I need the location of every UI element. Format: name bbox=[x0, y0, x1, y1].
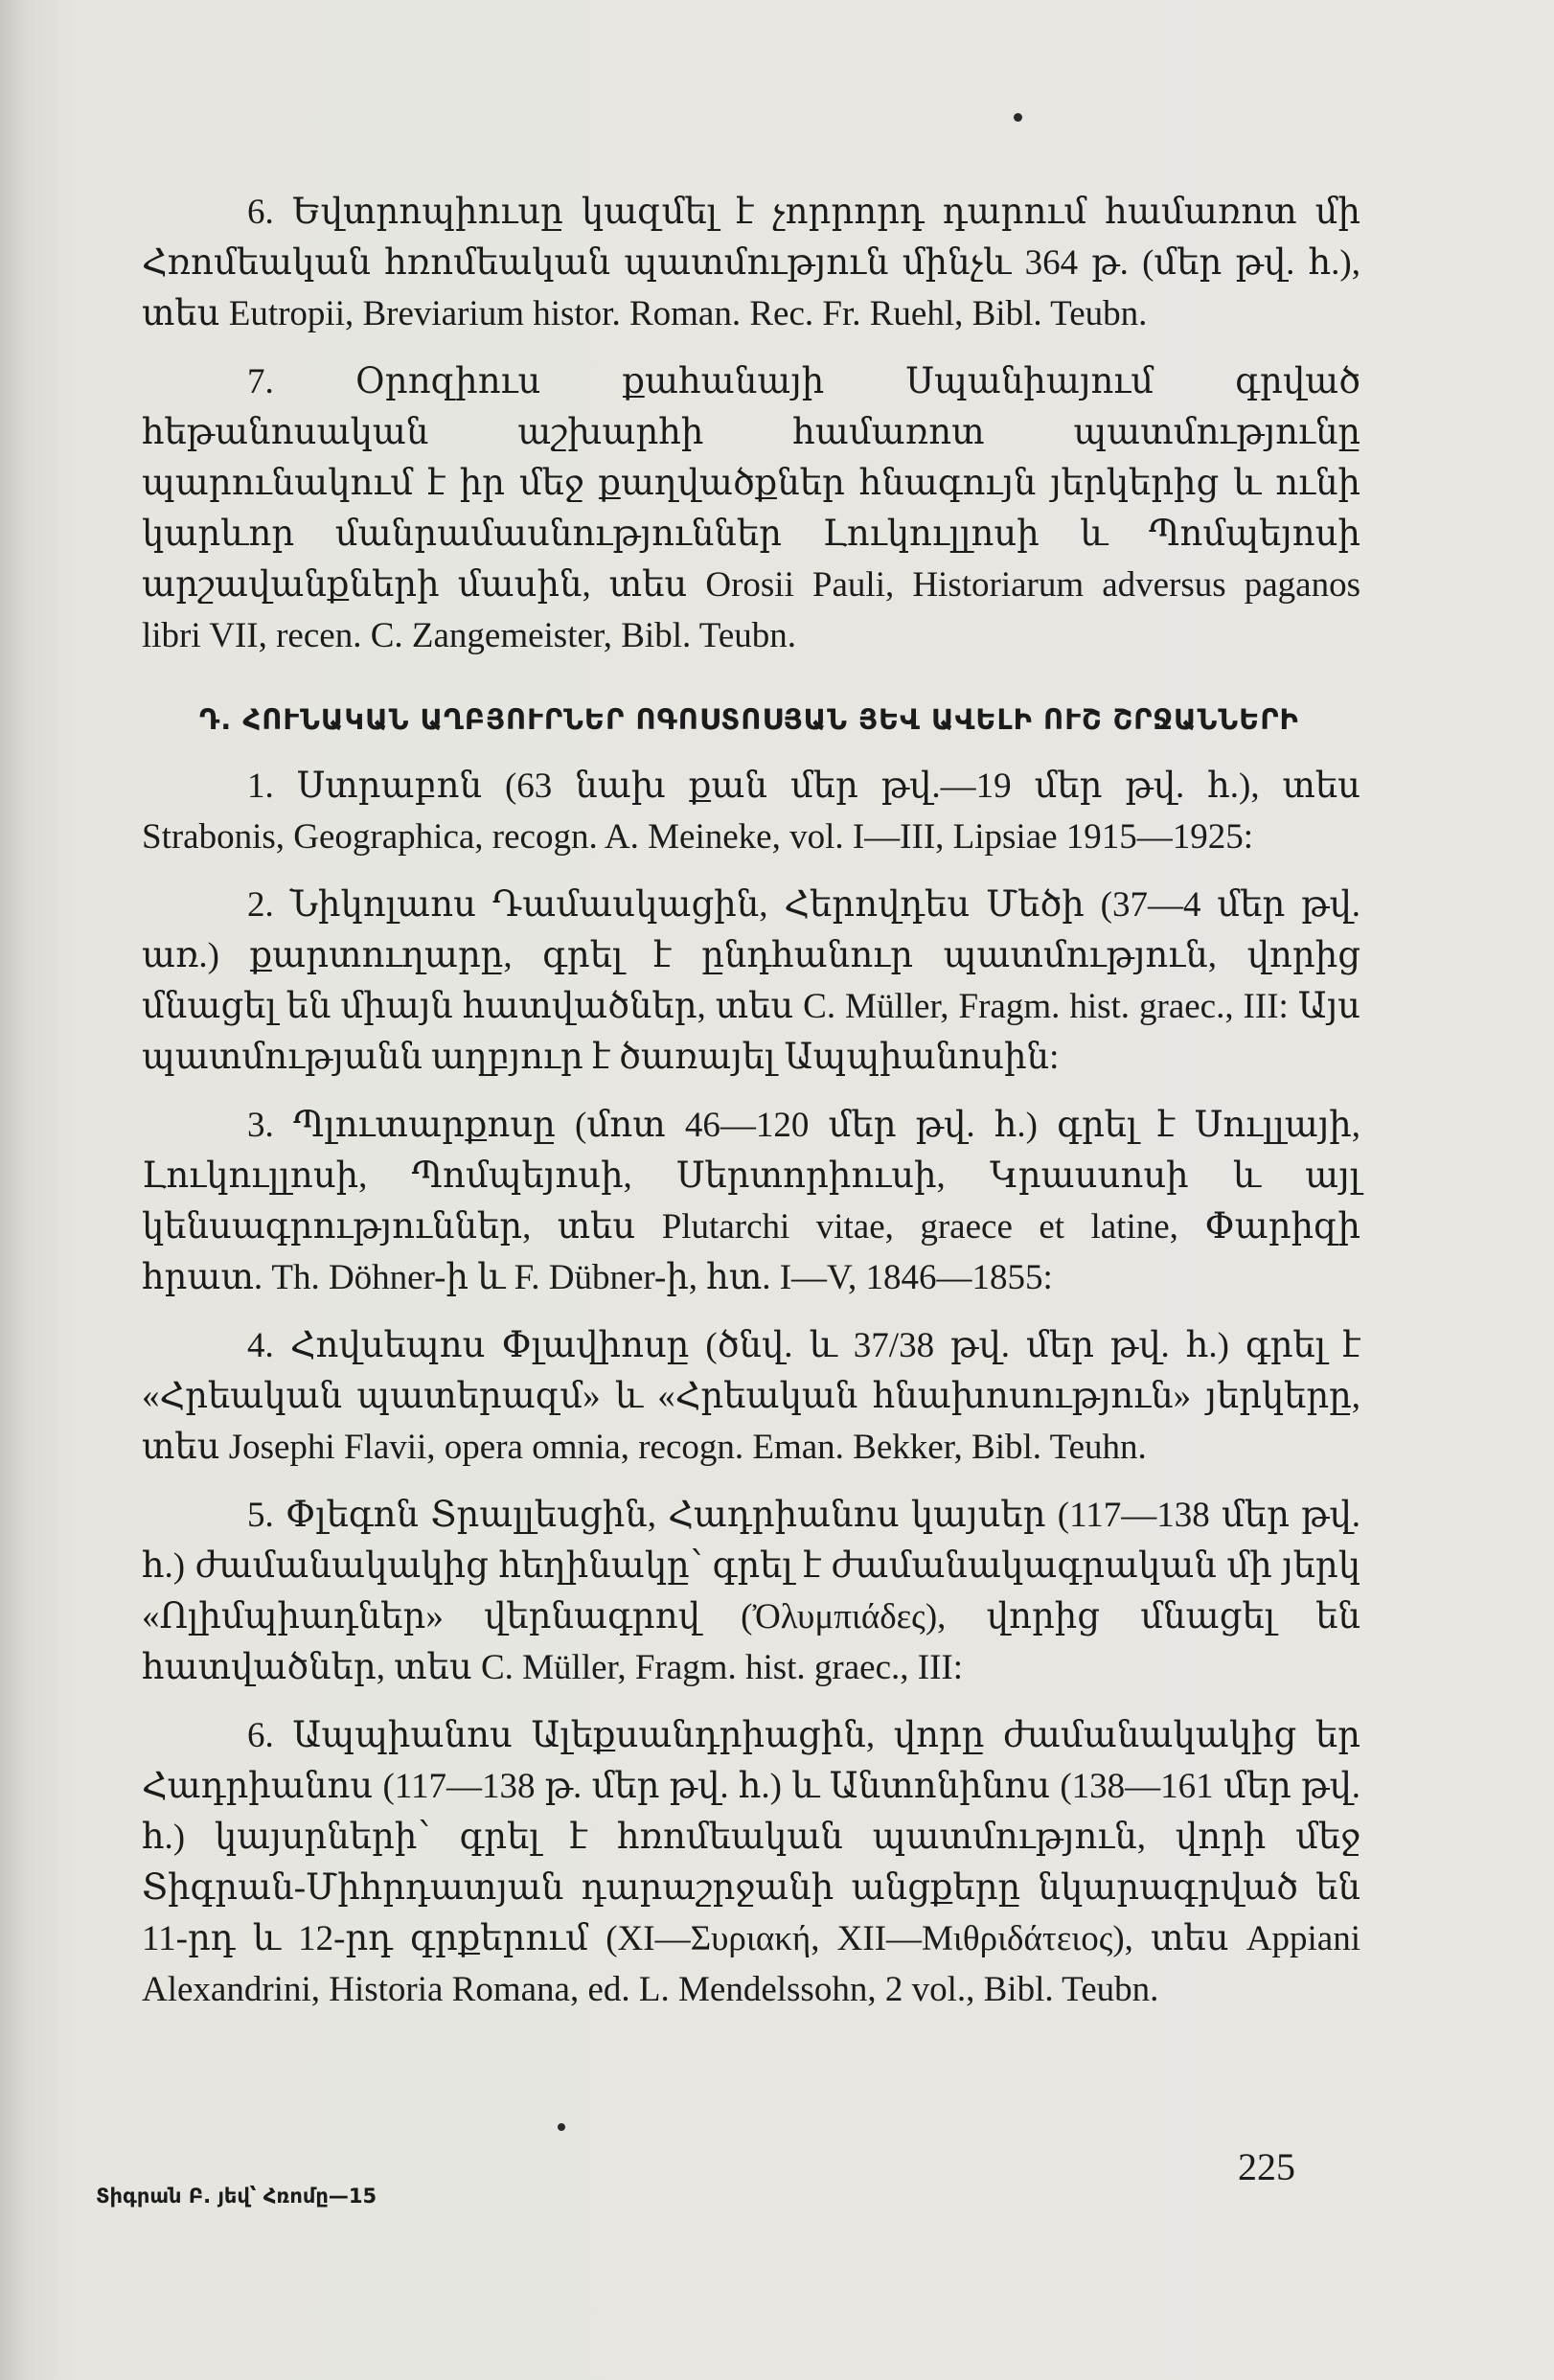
paragraph-eutropius: 6. Եվտրոպիուսը կազմել է չորրորդ դարում համառոտ մի Հռոմեական հռոմեական պատմություն մինչև 364 թ. (մեր թվ. հ.), տես Eutropii, Breviarium histor. Roman. Rec. Fr. Ruehl, Bibl. Teubn. bbox=[142, 193, 1360, 333]
page-number: 225 bbox=[1238, 2145, 1295, 2188]
text-column bbox=[142, 187, 1360, 2032]
paragraph-appian: 6. Ապպիանոս Ալեքսանդրիացին, վորը ժամանակակից եր Հադրիանոս (117—138 թ. մեր թվ. հ.) և Անտոնինոս (138—161 մեր թվ. հ.) կայսրների՝ գրել է հռոմեական պատմություն, վորի մեջ Տիգրան-Միհրդատյան դարաշրջանի անցքերը նկարագրված են 11-րդ և 12-րդ գրքերում (XI—Συριακή, XII—Μιθριδάτειος), տես Appiani Alexandrini, Historia Romana, ed. L. Mendelssohn, 2 vol., Bibl. Teubn. bbox=[142, 1716, 1360, 2009]
paragraph-josephus: 4. Հովսեպոս Փլավիոսը (ծնվ. և 37/38 թվ. մեր թվ. հ.) գրել է «Հրեական պատերազմ» և «Հրեական հնախոսություն» յերկերը, տես Josephi Flavii, opera omnia, recogn. Eman. Bekker, Bibl. Teuhn. bbox=[142, 1326, 1360, 1467]
paragraph-phlegon: 5. Փլեգոն Տրալլեսցին, Հադրիանոս կայսեր (117—138 մեր թվ. հ.) ժամանակակից հեղինակը՝ գրել է ժամանակագրական մի յերկ «Ոլիմպիադներ» վերնագրով (Ὀλυμπιάδες), վորից մնացել են հատվածներ, տես C. Müller, Fragm. hist. graec., III: bbox=[142, 1496, 1360, 1687]
section-heading: Դ. ՀՈՒՆԱԿԱՆ ԱՂԲՅՈՒՐՆԵՐ ՈԳՈՍՏՈՍՅԱՆ ՅԵՎ ԱՎԵԼԻ ՈՒՇ ՇՐՋԱՆՆԵՐԻ bbox=[199, 703, 1299, 736]
paragraph-orosius: 7. Օրոզիուս քահանայի Սպանիայում գրված հեթանոսական աշխարհի համառոտ պատմությունը պարունակում է իր մեջ քաղվածքներ հնագույն յերկերից և ունի կարևոր մանրամասնություններ Լուկուլլոսի և Պոմպեյոսի արշավանքների մասին, տես Orosii Pauli, Historiarum adversus paganos libri VII, recen. C. Zangemeister, Bibl. Teubn. bbox=[142, 362, 1360, 655]
print-speck bbox=[558, 2123, 565, 2131]
paragraph-strabo: 1. Ստրաբոն (63 նախ քան մեր թվ.—19 մեր թվ. հ.), տես Strabonis, Geographica, recogn. A. Meineke, vol. I—III, Lipsiae 1915—1925: bbox=[142, 767, 1360, 857]
paragraph-nicolaus: 2. Նիկոլաոս Դամասկացին, Հերովդես Մեծի (37—4 մեր թվ. առ.) քարտուղարը, գրել է ընդհանուր պատմություն, վորից մնացել են միայն հատվածներ, տես C. Müller, Fragm. hist. graec., III: Այս պատմությանն աղբյուր է ծառայել Ապպիանոսին: bbox=[142, 885, 1360, 1077]
footer-signature: Տիգրան Բ. յեվ՝ Հռոմը—15 bbox=[96, 2185, 377, 2208]
paragraph-plutarch: 3. Պլուտարքոսը (մոտ 46—120 մեր թվ. հ.) գրել է Սուլլայի, Լուկուլլոսի, Պոմպեյոսի, Սերտորիուսի, Կրասսոսի և այլ կենսագրություններ, տես Plutarchi vitae, graece et latine, Փարիզի հրատ. Th. Döhner-ի և F. Dübner-ի, հտ. I—V, 1846—1855: bbox=[142, 1106, 1360, 1297]
print-speck bbox=[1014, 113, 1022, 122]
